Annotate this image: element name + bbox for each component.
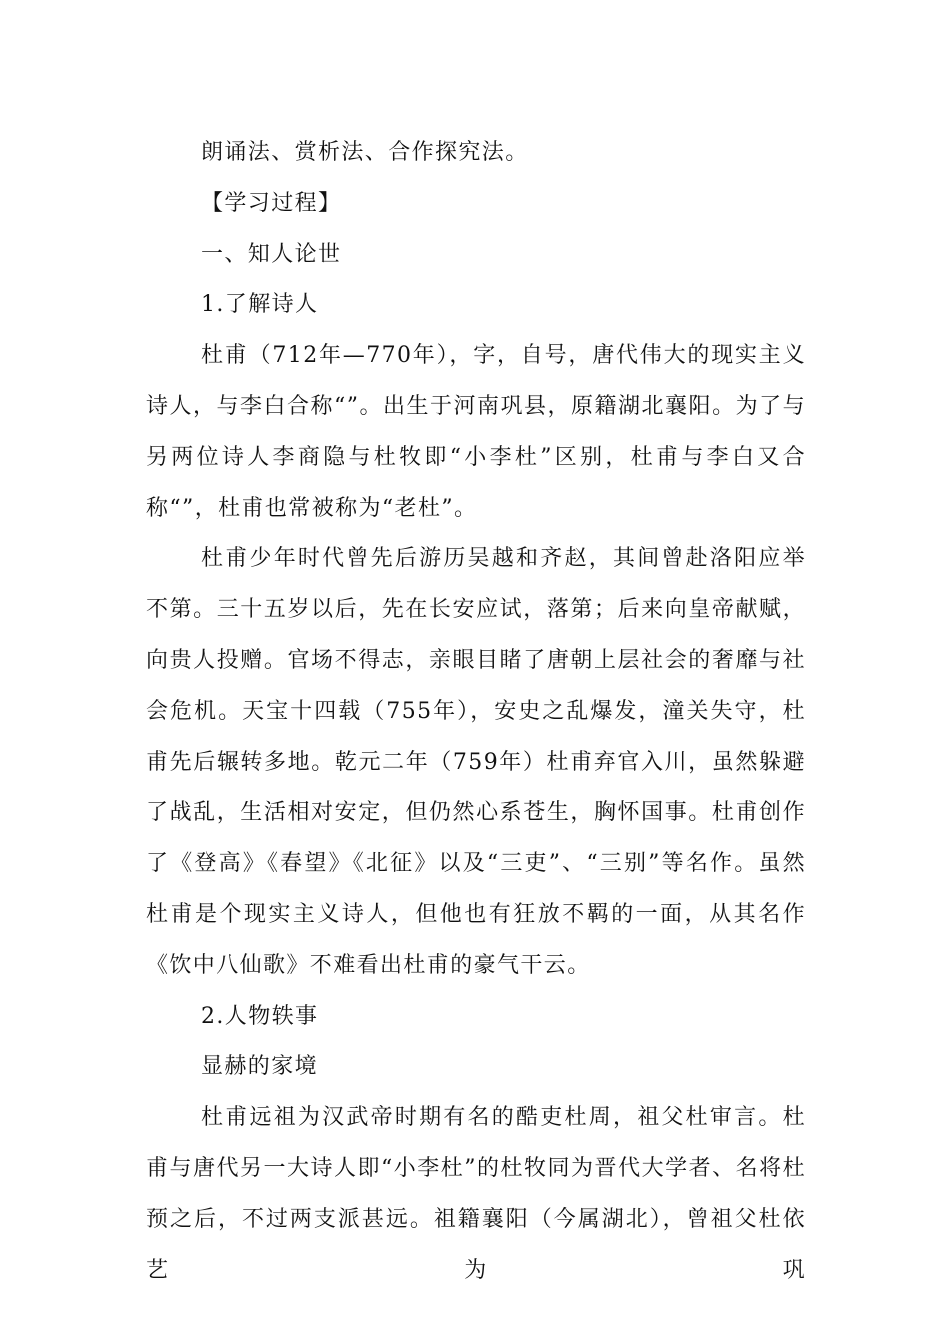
document-body (146, 128, 806, 1296)
poet-intro-paragraph: 杜甫（712年—770年），字，自号，唐代伟大的现实主义诗人，与李白合称“”。出生于河南巩县，原籍湖北襄阳。为了与另两位诗人李商隐与杜牧即“小李杜”区别，杜甫与李白又合称“”，杜甫也常被称为“老杜”。 (146, 343, 806, 521)
family-paragraph: 杜甫远祖为汉武帝时期有名的酷吏杜周，祖父杜审言。杜甫与唐代另一大诗人即“小李杜”的杜牧同为晋代大学者、名将杜预之后，不过两支派甚远。祖籍襄阳（今属湖北），曾祖父杜依艺为巩 (146, 1105, 806, 1283)
sub-heading-anecdotes: 2.人物轶事 (201, 1003, 319, 1029)
process-heading: 【学习过程】 (201, 190, 342, 216)
family-heading: 显赫的家境 (201, 1054, 319, 1080)
section-one-heading: 一、知人论世 (201, 241, 342, 267)
methods-line: 朗诵法、赏析法、合作探究法。 (201, 140, 529, 165)
sub-heading-understand-poet: 1.了解诗人 (201, 292, 319, 318)
poet-life-paragraph: 杜甫少年时代曾先后游历吴越和齐赵，其间曾赴洛阳应举不第。三十五岁以后，先在长安应试，落第；后来向皇帝献赋，向贵人投赠。官场不得志，亲眼目睹了唐朝上层社会的奢靡与社会危机。天宝十四载（755年），安史之乱爆发，潼关失守，杜甫先后辗转多地。乾元二年（759年）杜甫弃官入川，虽然躲避了战乱，生活相对安定，但仍然心系苍生，胸怀国事。杜甫创作了《登高》《春望》《北征》以及“三吏”、“三别”等名作。虽然杜甫是个现实主义诗人，但他也有狂放不羁的一面，从其名作《饮中八仙歌》不难看出杜甫的豪气干云。 (146, 546, 806, 978)
